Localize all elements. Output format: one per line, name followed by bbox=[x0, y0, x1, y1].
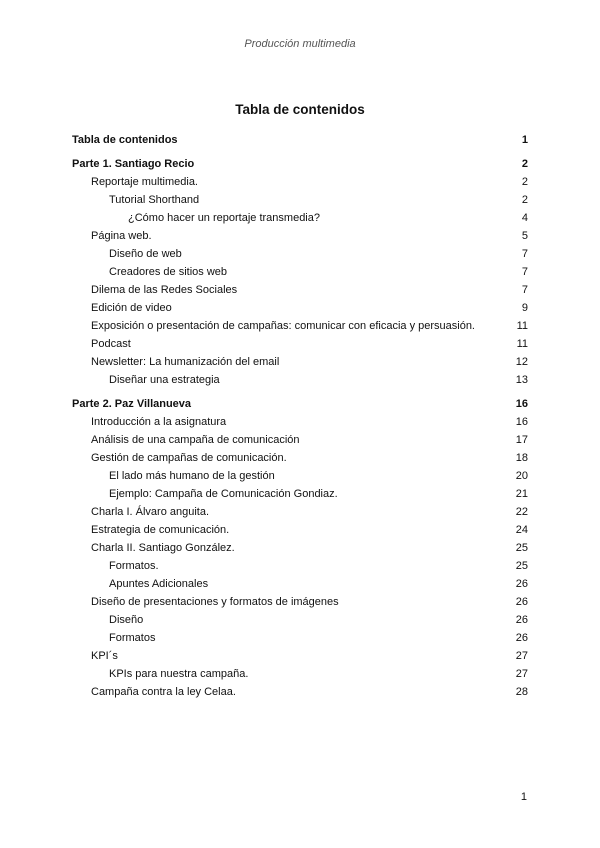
toc-entry-title: Diseño de presentaciones y formatos de imágenes bbox=[91, 596, 339, 608]
page-title: Tabla de contenidos bbox=[235, 102, 365, 117]
toc-entry-page: 2 bbox=[521, 194, 528, 206]
toc-entry-page: 2 bbox=[521, 158, 528, 170]
toc-entry-page: 21 bbox=[515, 488, 528, 500]
toc-entry-title: Apuntes Adicionales bbox=[109, 578, 209, 590]
toc-entry-page: 25 bbox=[515, 542, 528, 554]
toc-entry-analisis-campana[interactable] bbox=[72, 431, 528, 449]
toc-entry-page: 16 bbox=[515, 416, 528, 428]
toc-entry-reportaje-transmedia[interactable] bbox=[72, 209, 528, 227]
toc-entry-page: 26 bbox=[515, 578, 528, 590]
toc-entry-gestion-campanas[interactable] bbox=[72, 449, 528, 467]
toc-entry-page: 27 bbox=[515, 650, 528, 662]
toc-entry-newsletter[interactable] bbox=[72, 353, 528, 371]
toc-entry-formatos-charla[interactable] bbox=[72, 557, 528, 575]
toc-entry-tutorial-shorthand[interactable] bbox=[72, 191, 528, 209]
toc-entry-tabla-de-contenidos[interactable] bbox=[72, 131, 528, 149]
toc-entry-title: Campaña contra la ley Celaa. bbox=[91, 686, 236, 698]
toc-entry-page: 2 bbox=[521, 176, 528, 188]
toc-entry-page: 11 bbox=[516, 338, 528, 350]
toc-entry-title: Creadores de sitios web bbox=[109, 266, 228, 278]
toc-entry-page: 5 bbox=[521, 230, 528, 242]
toc-entry-diseno-de-web[interactable] bbox=[72, 245, 528, 263]
toc-entry-page: 13 bbox=[515, 374, 528, 386]
toc-entry-campana-ley-celaa[interactable] bbox=[72, 683, 528, 701]
toc-entry-page: 16 bbox=[515, 398, 528, 410]
toc-entry-page: 7 bbox=[521, 284, 528, 296]
toc-entry-dilema-redes-sociales[interactable] bbox=[72, 281, 528, 299]
toc-entry-title: Formatos bbox=[109, 632, 156, 644]
toc-entry-title: Charla I. Álvaro anguita. bbox=[91, 506, 210, 518]
toc-entry-exposicion-campanas[interactable] bbox=[72, 317, 528, 335]
toc-entry-charla-1[interactable] bbox=[72, 503, 528, 521]
toc-entry-title: Diseño de web bbox=[109, 248, 182, 260]
toc-entry-title: KPIs para nuestra campaña. bbox=[109, 668, 249, 680]
toc-entry-title: Newsletter: La humanización del email bbox=[91, 356, 280, 368]
toc-entry-page: 11 bbox=[516, 320, 528, 332]
toc-entry-title: Tutorial Shorthand bbox=[109, 194, 200, 206]
toc-entry-parte-2[interactable] bbox=[72, 395, 528, 413]
toc-entry-diseno[interactable] bbox=[72, 611, 528, 629]
toc-entry-title: Formatos. bbox=[109, 560, 159, 572]
toc-entry-page: 7 bbox=[521, 248, 528, 260]
toc-entry-page: 22 bbox=[515, 506, 528, 518]
toc-entry-title: Edición de video bbox=[91, 302, 172, 314]
toc-entry-creadores-de-sitios-web[interactable] bbox=[72, 263, 528, 281]
toc-entry-title: Estrategia de comunicación. bbox=[91, 524, 230, 536]
toc-entry-page: 20 bbox=[515, 470, 528, 482]
toc-entry-page: 9 bbox=[521, 302, 528, 314]
toc-entry-page: 1 bbox=[521, 134, 528, 146]
toc-entry-title: Reportaje multimedia. bbox=[91, 176, 198, 188]
toc-entry-title: Diseño bbox=[109, 614, 144, 626]
toc-entry-page: 26 bbox=[515, 596, 528, 608]
running-header: Producción multimedia bbox=[244, 38, 356, 50]
toc-entry-title: Introducción a la asignatura bbox=[91, 416, 227, 428]
toc-entry-title: Exposición o presentación de campañas: comunicar con eficacia y persuasión. bbox=[91, 320, 475, 332]
toc-entry-title: Tabla de contenidos bbox=[72, 134, 178, 146]
toc-entry-reportaje-multimedia[interactable] bbox=[72, 173, 528, 191]
toc-entry-title: Ejemplo: Campaña de Comunicación Gondiaz. bbox=[109, 488, 338, 500]
toc-entry-page: 27 bbox=[515, 668, 528, 680]
toc-entry-title: Parte 2. Paz Villanueva bbox=[72, 398, 192, 410]
toc-entry-ejemplo-gondiaz[interactable] bbox=[72, 485, 528, 503]
toc-entry-page: 17 bbox=[515, 434, 528, 446]
page-number: 1 bbox=[520, 791, 527, 803]
toc-entry-page: 7 bbox=[521, 266, 528, 278]
toc-entry-title: Charla II. Santiago González. bbox=[91, 542, 235, 554]
toc-entry-page: 26 bbox=[515, 632, 528, 644]
toc-entry-charla-2[interactable] bbox=[72, 539, 528, 557]
toc-entry-page: 24 bbox=[515, 524, 528, 536]
toc-entry-page: 28 bbox=[515, 686, 528, 698]
toc-entry-kpis[interactable] bbox=[72, 647, 528, 665]
toc-entry-disenar-estrategia[interactable] bbox=[72, 371, 528, 389]
toc-entry-podcast[interactable] bbox=[72, 335, 528, 353]
toc-entry-title: Análisis de una campaña de comunicación bbox=[91, 434, 300, 446]
table-of-contents bbox=[72, 131, 528, 701]
toc-entry-page: 4 bbox=[521, 212, 528, 224]
toc-entry-page: 18 bbox=[515, 452, 528, 464]
toc-entry-page: 25 bbox=[515, 560, 528, 572]
toc-entry-title: Diseñar una estrategia bbox=[109, 374, 220, 386]
toc-entry-page: 26 bbox=[515, 614, 528, 626]
toc-entry-edicion-de-video[interactable] bbox=[72, 299, 528, 317]
toc-entry-formatos[interactable] bbox=[72, 629, 528, 647]
toc-entry-title: KPI´s bbox=[91, 650, 118, 662]
toc-entry-page: 12 bbox=[515, 356, 528, 368]
toc-entry-title: ¿Cómo hacer un reportaje transmedia? bbox=[128, 212, 320, 224]
toc-entry-apuntes-adicionales[interactable] bbox=[72, 575, 528, 593]
toc-entry-title: Podcast bbox=[91, 338, 131, 350]
toc-entry-title: El lado más humano de la gestión bbox=[109, 470, 275, 482]
toc-entry-title: Gestión de campañas de comunicación. bbox=[91, 452, 287, 464]
toc-entry-title: Dilema de las Redes Sociales bbox=[91, 284, 238, 296]
toc-entry-introduccion[interactable] bbox=[72, 413, 528, 431]
toc-entry-estrategia-comunicacion[interactable] bbox=[72, 521, 528, 539]
toc-entry-lado-humano[interactable] bbox=[72, 467, 528, 485]
toc-entry-diseno-presentaciones[interactable] bbox=[72, 593, 528, 611]
toc-entry-pagina-web[interactable] bbox=[72, 227, 528, 245]
toc-entry-title: Página web. bbox=[91, 230, 152, 242]
toc-entry-kpis-campana[interactable] bbox=[72, 665, 528, 683]
toc-entry-title: Parte 1. Santiago Recio bbox=[72, 158, 195, 170]
toc-entry-parte-1[interactable] bbox=[72, 155, 528, 173]
